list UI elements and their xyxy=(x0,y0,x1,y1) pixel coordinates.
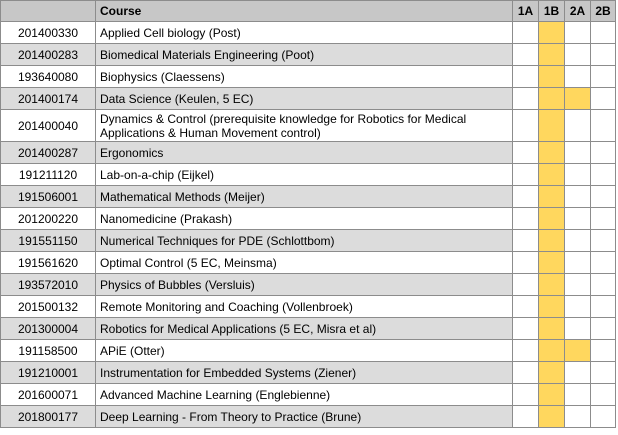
course-name-cell: Numerical Techniques for PDE (Schlottbom) xyxy=(96,230,513,252)
quartile-2a-cell xyxy=(565,340,591,362)
quartile-2a-cell xyxy=(565,252,591,274)
quartile-1b-cell xyxy=(539,88,565,110)
quartile-1a-cell xyxy=(513,164,539,186)
course-name-cell: Robotics for Medical Applications (5 EC, Misra et al) xyxy=(96,318,513,340)
quartile-2a-header: 2A xyxy=(565,1,591,22)
quartile-2a-cell xyxy=(565,186,591,208)
course-code-cell: 191551150 xyxy=(1,230,96,252)
course-code-cell: 201400174 xyxy=(1,88,96,110)
quartile-1a-cell xyxy=(513,230,539,252)
course-name-cell: Nanomedicine (Prakash) xyxy=(96,208,513,230)
quartile-2b-cell xyxy=(591,252,616,274)
course-column-header: Course xyxy=(96,1,513,22)
quartile-2b-cell xyxy=(591,340,616,362)
quartile-2b-cell xyxy=(591,186,616,208)
quartile-2a-cell xyxy=(565,88,591,110)
table-row xyxy=(1,318,616,340)
table-row xyxy=(1,22,616,44)
quartile-1b-cell xyxy=(539,362,565,384)
course-code-cell: 191158500 xyxy=(1,340,96,362)
quartile-1b-cell xyxy=(539,142,565,164)
table-row xyxy=(1,208,616,230)
header-row xyxy=(1,1,616,22)
course-code-cell: 191210001 xyxy=(1,362,96,384)
quartile-1b-cell xyxy=(539,66,565,88)
course-code-cell: 191506001 xyxy=(1,186,96,208)
quartile-1a-cell xyxy=(513,362,539,384)
quartile-1a-cell xyxy=(513,88,539,110)
quartile-2a-cell xyxy=(565,164,591,186)
quartile-2b-cell xyxy=(591,22,616,44)
quartile-2b-cell xyxy=(591,66,616,88)
quartile-2a-cell xyxy=(565,296,591,318)
quartile-1a-header: 1A xyxy=(513,1,539,22)
quartile-2a-cell xyxy=(565,110,591,142)
quartile-1b-cell xyxy=(539,296,565,318)
course-name-cell: Data Science (Keulen, 5 EC) xyxy=(96,88,513,110)
course-code-cell: 201500132 xyxy=(1,296,96,318)
course-name-cell: Mathematical Methods (Meijer) xyxy=(96,186,513,208)
quartile-1a-cell xyxy=(513,66,539,88)
quartile-1a-cell xyxy=(513,142,539,164)
quartile-1a-cell xyxy=(513,318,539,340)
quartile-1a-cell xyxy=(513,384,539,406)
course-code-cell: 191561620 xyxy=(1,252,96,274)
quartile-1a-cell xyxy=(513,406,539,428)
table-row xyxy=(1,296,616,318)
course-code-cell: 201300004 xyxy=(1,318,96,340)
table-row xyxy=(1,406,616,428)
quartile-1a-cell xyxy=(513,44,539,66)
quartile-2a-cell xyxy=(565,274,591,296)
quartile-1b-cell xyxy=(539,208,565,230)
quartile-2a-cell xyxy=(565,44,591,66)
quartile-2b-cell xyxy=(591,230,616,252)
quartile-2b-cell xyxy=(591,208,616,230)
quartile-2b-cell xyxy=(591,88,616,110)
quartile-2b-cell xyxy=(591,318,616,340)
quartile-1b-cell xyxy=(539,22,565,44)
quartile-2b-header: 2B xyxy=(591,1,616,22)
quartile-1b-cell xyxy=(539,110,565,142)
course-code-cell: 191211120 xyxy=(1,164,96,186)
quartile-1a-cell xyxy=(513,208,539,230)
quartile-1b-cell xyxy=(539,406,565,428)
quartile-2a-cell xyxy=(565,362,591,384)
quartile-2b-cell xyxy=(591,142,616,164)
course-name-cell: Biophysics (Claessens) xyxy=(96,66,513,88)
course-code-cell: 193572010 xyxy=(1,274,96,296)
course-name-cell: Lab-on-a-chip (Eijkel) xyxy=(96,164,513,186)
quartile-2b-cell xyxy=(591,274,616,296)
quartile-1a-cell xyxy=(513,274,539,296)
table-row xyxy=(1,110,616,142)
quartile-1b-cell xyxy=(539,230,565,252)
course-code-cell: 193640080 xyxy=(1,66,96,88)
quartile-2a-cell xyxy=(565,208,591,230)
course-code-cell: 201400287 xyxy=(1,142,96,164)
quartile-2a-cell xyxy=(565,406,591,428)
course-code-cell: 201400330 xyxy=(1,22,96,44)
course-code-cell: 201400040 xyxy=(1,110,96,142)
course-name-cell: Remote Monitoring and Coaching (Vollenbroek) xyxy=(96,296,513,318)
course-name-cell: Advanced Machine Learning (Englebienne) xyxy=(96,384,513,406)
course-name-cell: Ergonomics xyxy=(96,142,513,164)
table-row xyxy=(1,252,616,274)
quartile-1a-cell xyxy=(513,296,539,318)
table-row xyxy=(1,230,616,252)
quartile-1b-cell xyxy=(539,186,565,208)
course-code-cell: 201600071 xyxy=(1,384,96,406)
quartile-1a-cell xyxy=(513,22,539,44)
quartile-2a-cell xyxy=(565,230,591,252)
quartile-1a-cell xyxy=(513,186,539,208)
quartile-2a-cell xyxy=(565,318,591,340)
table-row xyxy=(1,66,616,88)
course-name-cell: Optimal Control (5 EC, Meinsma) xyxy=(96,252,513,274)
quartile-1b-cell xyxy=(539,384,565,406)
course-code-cell: 201400283 xyxy=(1,44,96,66)
table-row xyxy=(1,274,616,296)
code-column-header xyxy=(1,1,96,22)
quartile-1b-cell xyxy=(539,164,565,186)
course-name-cell: Biomedical Materials Engineering (Poot) xyxy=(96,44,513,66)
course-name-cell: Deep Learning - From Theory to Practice (Brune) xyxy=(96,406,513,428)
quartile-1a-cell xyxy=(513,110,539,142)
course-name-cell: APiE (Otter) xyxy=(96,340,513,362)
quartile-2a-cell xyxy=(565,142,591,164)
course-name-cell: Physics of Bubbles (Versluis) xyxy=(96,274,513,296)
quartile-2b-cell xyxy=(591,44,616,66)
quartile-2a-cell xyxy=(565,22,591,44)
quartile-1b-cell xyxy=(539,318,565,340)
quartile-2b-cell xyxy=(591,406,616,428)
quartile-2b-cell xyxy=(591,384,616,406)
table-row xyxy=(1,340,616,362)
course-code-cell: 201800177 xyxy=(1,406,96,428)
table-row xyxy=(1,384,616,406)
quartile-1b-cell xyxy=(539,340,565,362)
quartile-2b-cell xyxy=(591,164,616,186)
course-code-cell: 201200220 xyxy=(1,208,96,230)
quartile-2a-cell xyxy=(565,66,591,88)
quartile-2b-cell xyxy=(591,362,616,384)
quartile-2b-cell xyxy=(591,110,616,142)
table-body xyxy=(1,22,616,428)
quartile-2b-cell xyxy=(591,296,616,318)
table-row xyxy=(1,362,616,384)
table-row xyxy=(1,44,616,66)
course-name-cell: Instrumentation for Embedded Systems (Ziener) xyxy=(96,362,513,384)
course-name-cell: Applied Cell biology (Post) xyxy=(96,22,513,44)
quartile-1b-cell xyxy=(539,252,565,274)
quartile-1a-cell xyxy=(513,340,539,362)
quartile-1b-header: 1B xyxy=(539,1,565,22)
table-row xyxy=(1,142,616,164)
quartile-1a-cell xyxy=(513,252,539,274)
quartile-1b-cell xyxy=(539,274,565,296)
table-row xyxy=(1,88,616,110)
course-name-cell: Dynamics & Control (prerequisite knowledge for Robotics for Medical Applications & Human Movement control) xyxy=(96,110,513,142)
table-row xyxy=(1,186,616,208)
quartile-1b-cell xyxy=(539,44,565,66)
table-row xyxy=(1,164,616,186)
quartile-2a-cell xyxy=(565,384,591,406)
